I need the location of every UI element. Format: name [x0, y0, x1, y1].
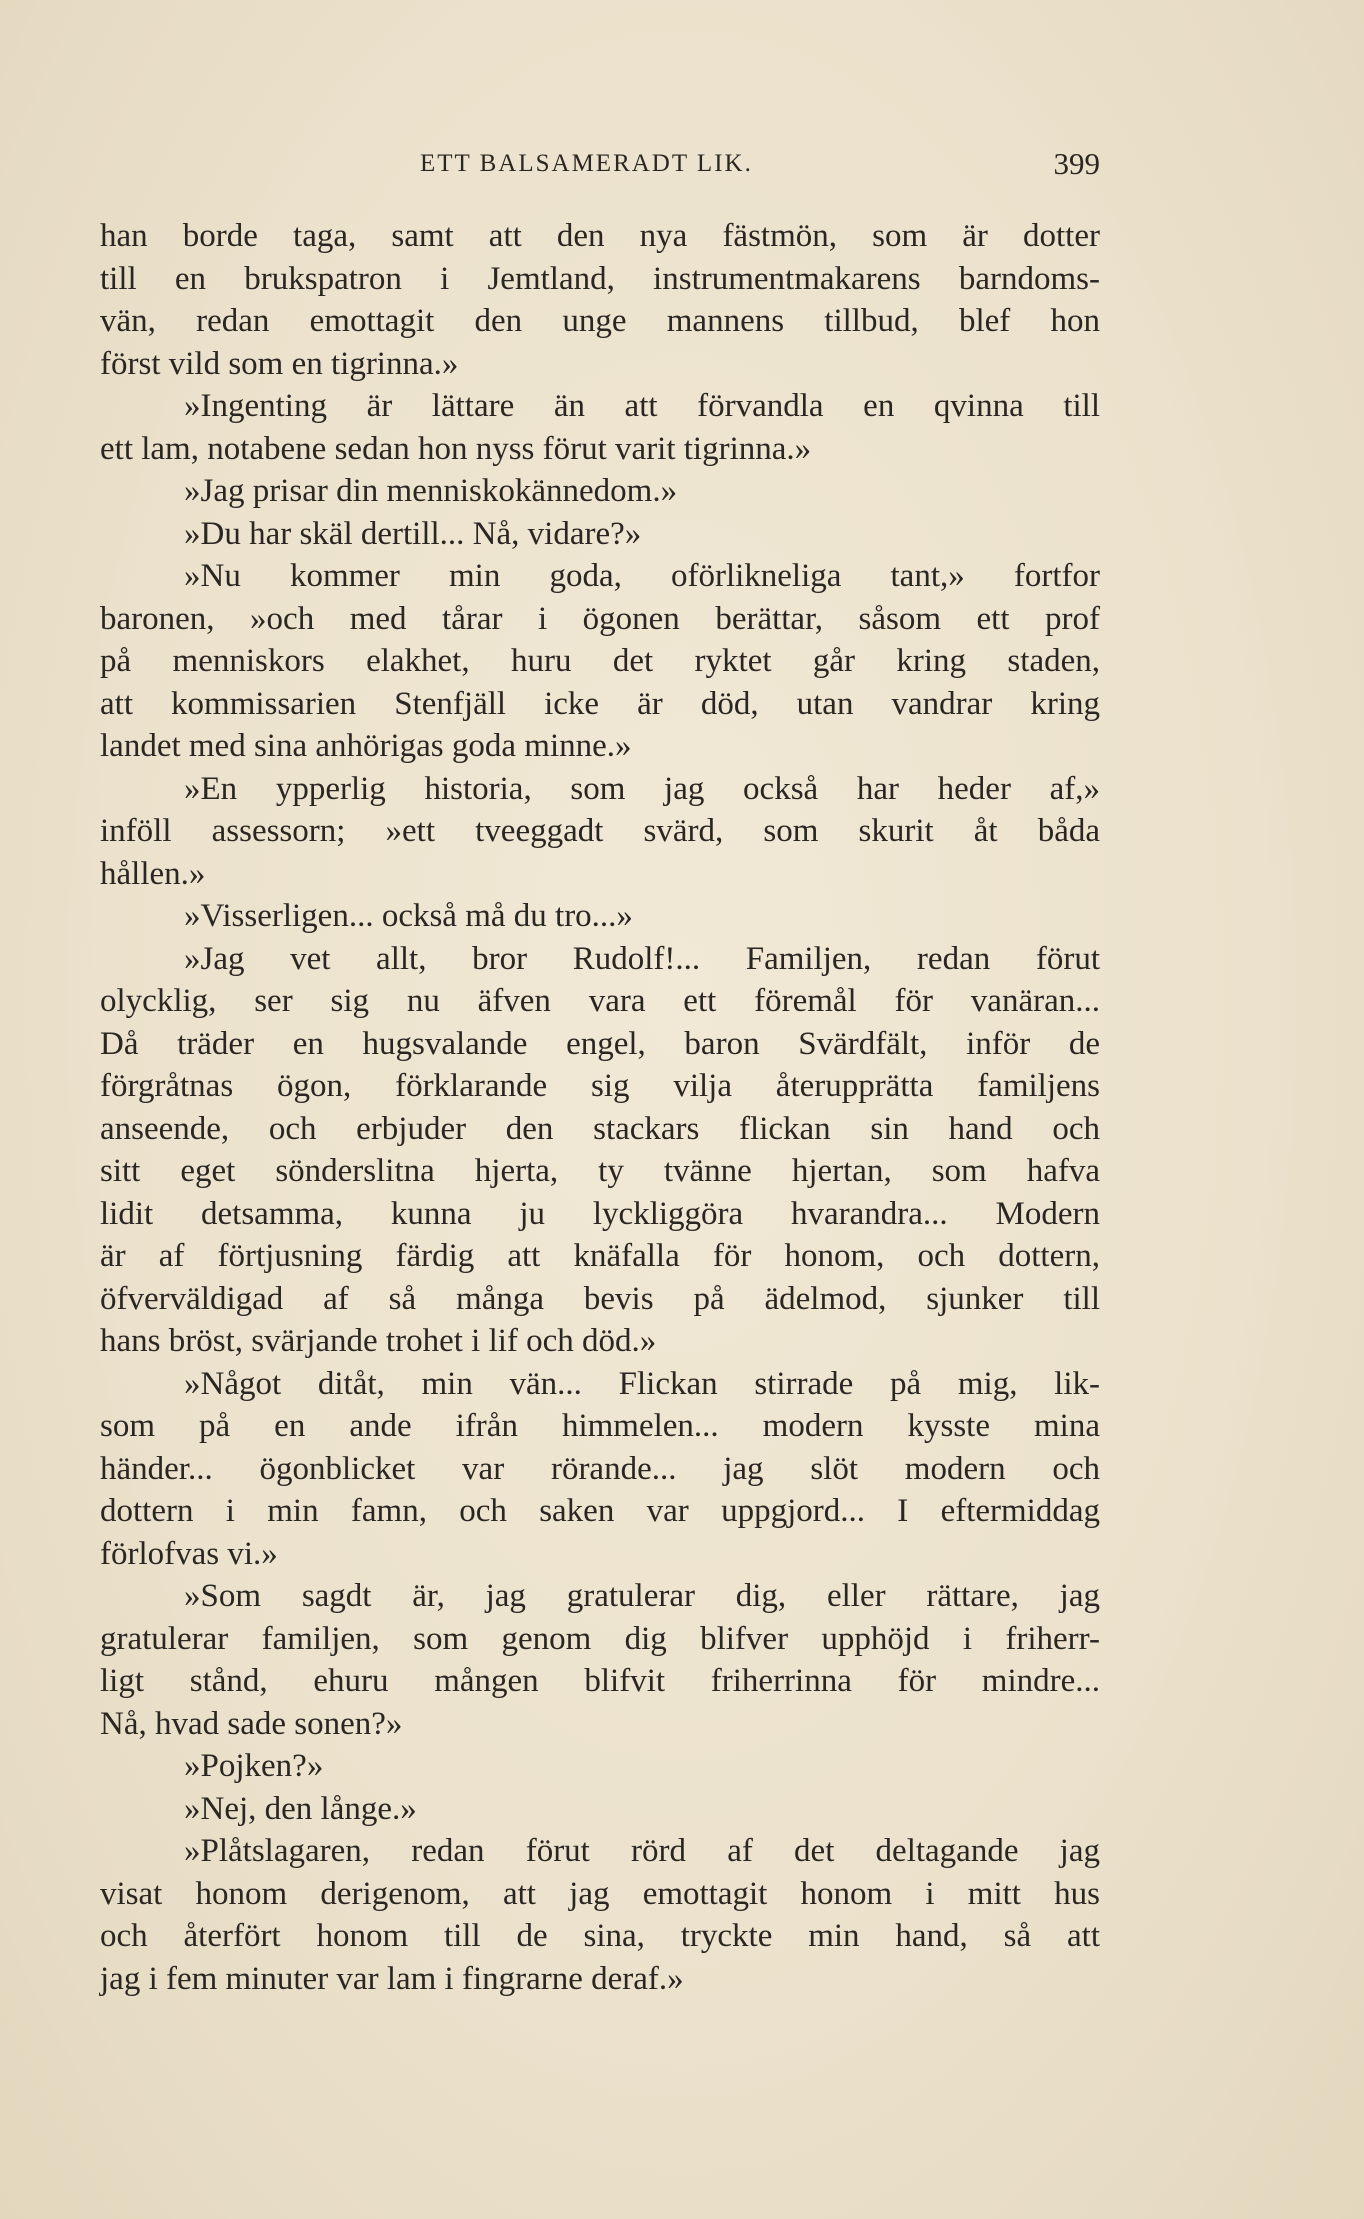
text-line: gratulerar familjen, som genom dig blifver upphöjd i friherr- — [100, 1620, 1100, 1657]
text-line: dottern i min famn, och saken var uppgjord... I eftermiddag — [100, 1493, 1100, 1529]
text-line: »Nej, den långe.» — [184, 1790, 417, 1827]
text-line: är af förtjusning färdig att knäfalla för honom, och dottern, — [100, 1238, 1100, 1274]
text-line: »Något ditåt, min vän... Flickan stirrade på mig, lik- — [184, 1365, 1100, 1402]
text-line: förgråtnas ögon, förklarande sig vilja återupprätta familjens — [100, 1068, 1100, 1104]
text-line: vän, redan emottagit den unge mannens tillbud, blef hon — [100, 303, 1100, 339]
text-line: olycklig, ser sig nu äfven vara ett föremål för vanäran... — [100, 983, 1100, 1019]
text-line: till en brukspatron i Jemtland, instrumentmakarens barndoms- — [100, 260, 1100, 297]
text-line: »En ypperlig historia, som jag också har heder af,» — [184, 770, 1100, 807]
text-line: »Visserligen... också må du tro...» — [184, 898, 633, 934]
text-line: visat honom derigenom, att jag emottagit honom i mitt hus — [100, 1875, 1100, 1912]
text-line: förlofvas vi.» — [100, 1535, 278, 1572]
text-line: och återfört honom till de sina, tryckte min hand, så att — [100, 1918, 1100, 1954]
text-line: ett lam, notabene sedan hon nyss förut varit tigrinna.» — [100, 430, 812, 467]
page-number: 399 — [1053, 146, 1100, 181]
text-line: ligt stånd, ehuru mången blifvit friherrinna för mindre... — [100, 1663, 1100, 1699]
text-line: Nå, hvad sade sonen?» — [100, 1705, 403, 1742]
text-line: hans bröst, svärjande trohet i lif och död.» — [100, 1323, 657, 1359]
text-line: inföll assessorn; »ett tveeggadt svärd, som skurit åt båda — [100, 813, 1100, 849]
text-line: »Du har skäl dertill... Nå, vidare?» — [184, 515, 642, 552]
text-line: »Jag prisar din menniskokännedom.» — [184, 473, 678, 509]
text-line: som på en ande ifrån himmelen... modern kysste mina — [100, 1408, 1100, 1444]
text-line: »Ingenting är lättare än att förvandla en qvinna till — [184, 388, 1100, 424]
text-line: han borde taga, samt att den nya fästmön, som är dotter — [100, 218, 1100, 254]
text-line: Då träder en hugsvalande engel, baron Svärdfält, inför de — [100, 1025, 1100, 1062]
text-line: »Plåtslagaren, redan förut rörd af det deltagande jag — [184, 1833, 1100, 1869]
text-line: först vild som en tigrinna.» — [100, 345, 459, 382]
running-title: ETT BALSAMERADT LIK. — [420, 150, 753, 177]
page-header — [100, 146, 1100, 190]
text-line: hållen.» — [100, 855, 206, 892]
text-line: »Som sagdt är, jag gratulerar dig, eller rättare, jag — [184, 1578, 1100, 1614]
text-line: jag i fem minuter var lam i fingrarne deraf.» — [100, 1960, 684, 1997]
text-line: »Pojken?» — [184, 1748, 324, 1784]
text-line: på menniskors elakhet, huru det ryktet går kring staden, — [100, 643, 1100, 679]
text-line: »Jag vet allt, bror Rudolf!... Familjen, redan förut — [184, 940, 1100, 977]
text-line: att kommissarien Stenfjäll icke är död, utan vandrar kring — [100, 685, 1100, 722]
body-text — [100, 215, 1100, 2000]
text-line: »Nu kommer min goda, oförlikneliga tant,» fortfor — [184, 558, 1100, 594]
text-line: öfverväldigad af så många bevis på ädelmod, sjunker till — [100, 1280, 1100, 1317]
text-line: baronen, »och med tårar i ögonen berättar, såsom ett prof — [100, 600, 1100, 637]
text-line: landet med sina anhörigas goda minne.» — [100, 728, 632, 764]
text-line: sitt eget sönderslitna hjerta, ty tvänne hjertan, som hafva — [100, 1153, 1100, 1189]
text-line: lidit detsamma, kunna ju lyckliggöra hvarandra... Modern — [100, 1195, 1100, 1232]
text-line: anseende, och erbjuder den stackars flickan sin hand och — [100, 1110, 1100, 1147]
text-line: händer... ögonblicket var rörande... jag slöt modern och — [100, 1450, 1100, 1487]
